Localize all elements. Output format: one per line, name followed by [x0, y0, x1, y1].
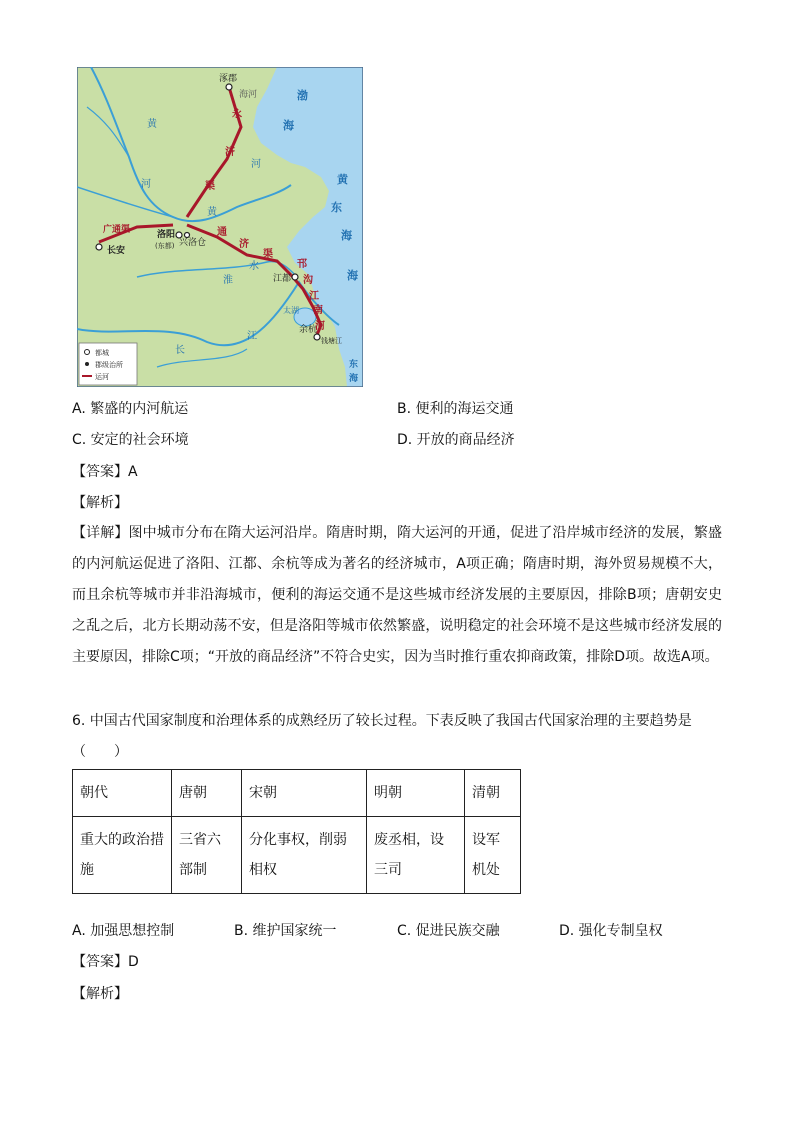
label-taihu: 太湖 [283, 306, 299, 315]
label-zhuojun: 涿郡 [219, 74, 238, 84]
q6-table [72, 769, 521, 894]
label-han: 邗 [297, 259, 307, 270]
q6-stem-bracket: （ ） [72, 744, 128, 760]
label-shui: 水 [249, 261, 259, 272]
label-yong: 永 [232, 109, 242, 120]
table-cell: 清朝 [465, 770, 521, 817]
label-huanghe-a: 黄 [147, 119, 157, 130]
q6-option-d: D. 强化专制皇权 [559, 923, 663, 939]
label-huanghe-b: 河 [141, 179, 151, 190]
q5-detail: 【详解】图中城市分布在隋大运河沿岸。隋唐时期，隋大运河的开通，促进了沿岸城市经济的发展，繁盛的内河航运促进了洛阳、江都、余杭等成为著名的经济城市，A项正确；隋唐时期，海外贸易规模不大，而且余杭等城市并非沿海城市，便利的海运交通不是这些城市经济发展的主要原因，排除B项；唐朝安史之乱之后，北方长期动荡不安，但是洛阳等城市依然繁盛，说明稳定的社会环境不是这些城市经济发展的主要原因，排除C项；“开放的商品经济”不符合史实，因为当时推行重农抑商政策，排除D项。故选A项。 [72, 525, 722, 665]
q5-option-d: D. 开放的商品经济 [397, 432, 515, 448]
label-gou: 沟 [303, 275, 313, 286]
q5-answer: 【答案】A [72, 464, 138, 480]
changan-marker [96, 244, 102, 250]
xingluocang-marker [185, 233, 190, 238]
label-dongdu: (东都) [155, 242, 175, 250]
label-yuhang: 余杭 [299, 325, 318, 335]
label-he: 河 [315, 321, 325, 332]
label-nan: 南 [313, 305, 323, 316]
label-qu-1: 渠 [205, 181, 215, 192]
q6-answer: 【答案】D [72, 954, 139, 970]
label-east-sea-2: 海 [347, 269, 358, 282]
table-row [73, 817, 521, 894]
q5-analysis-label: 【解析】 [72, 495, 128, 511]
table-cell: 设军机处 [465, 817, 521, 894]
q6-analysis-label: 【解析】 [72, 986, 128, 1002]
table-cell: 三省六部制 [172, 817, 242, 894]
table-cell: 唐朝 [172, 770, 242, 817]
q6-option-c: C. 促进民族交融 [397, 923, 500, 939]
label-ji-2: 济 [239, 239, 249, 250]
label-jiangdu: 江都 [273, 274, 292, 284]
table-header-row [73, 770, 521, 817]
label-huanghe-c: 黄 [207, 207, 217, 218]
table-cell: 明朝 [367, 770, 465, 817]
legend-prefecture: 郡级治所 [95, 361, 123, 369]
label-bohai-1: 渤 [297, 89, 308, 102]
label-guangtong: 广通渠 [103, 225, 131, 235]
table-cell: 朝代 [73, 770, 172, 817]
label-east-a: 东 [349, 360, 359, 370]
label-tong: 通 [217, 227, 227, 238]
legend-canal: 运河 [95, 373, 109, 381]
label-qiantangjiang: 钱塘江 [321, 337, 342, 345]
zhuojun-marker [226, 84, 232, 90]
label-changan: 长安 [107, 246, 126, 256]
label-east-sea-1: 东 [331, 201, 342, 214]
label-east-b: 海 [349, 374, 359, 384]
q6-option-a: A. 加强思想控制 [72, 923, 175, 939]
q6-option-b: B. 维护国家统一 [234, 923, 337, 939]
label-chang: 长 [175, 345, 185, 356]
label-yellow-sea-1: 黄 [337, 173, 348, 186]
label-huanghe-d: 河 [251, 159, 261, 170]
label-xingluocang: 兴洛仓 [179, 238, 207, 248]
q5-option-b: B. 便利的海运交通 [397, 401, 514, 417]
q5-option-a: A. 繁盛的内河航运 [72, 401, 189, 417]
label-bohai-2: 海 [283, 119, 294, 132]
q6-stem: 6. 中国古代国家制度和治理体系的成熟经历了较长过程。下表反映了我国古代国家治理的主要趋势是 [72, 713, 692, 729]
jiangdu-marker [292, 274, 298, 280]
label-ji-1: 济 [225, 147, 235, 158]
table-cell: 宋朝 [242, 770, 367, 817]
label-yellow-sea-2: 海 [341, 229, 352, 242]
capital-legend-icon [85, 350, 90, 355]
label-qu-2: 渠 [263, 249, 273, 260]
map-legend [79, 343, 137, 385]
label-haihe: 海河 [239, 90, 258, 100]
legend-capital: 都城 [95, 349, 109, 357]
table-cell: 分化事权，削弱相权 [242, 817, 367, 894]
grand-canal-map [77, 67, 363, 387]
prefecture-legend-icon [85, 362, 89, 366]
q5-option-c: C. 安定的社会环境 [72, 432, 189, 448]
label-huai: 淮 [223, 275, 233, 286]
label-luoyang: 洛阳 [157, 230, 176, 240]
table-cell: 废丞相，设三司 [367, 817, 465, 894]
label-jiang2: 江 [247, 331, 257, 342]
table-cell: 重大的政治措施 [73, 817, 172, 894]
label-jiang: 江 [309, 291, 319, 302]
